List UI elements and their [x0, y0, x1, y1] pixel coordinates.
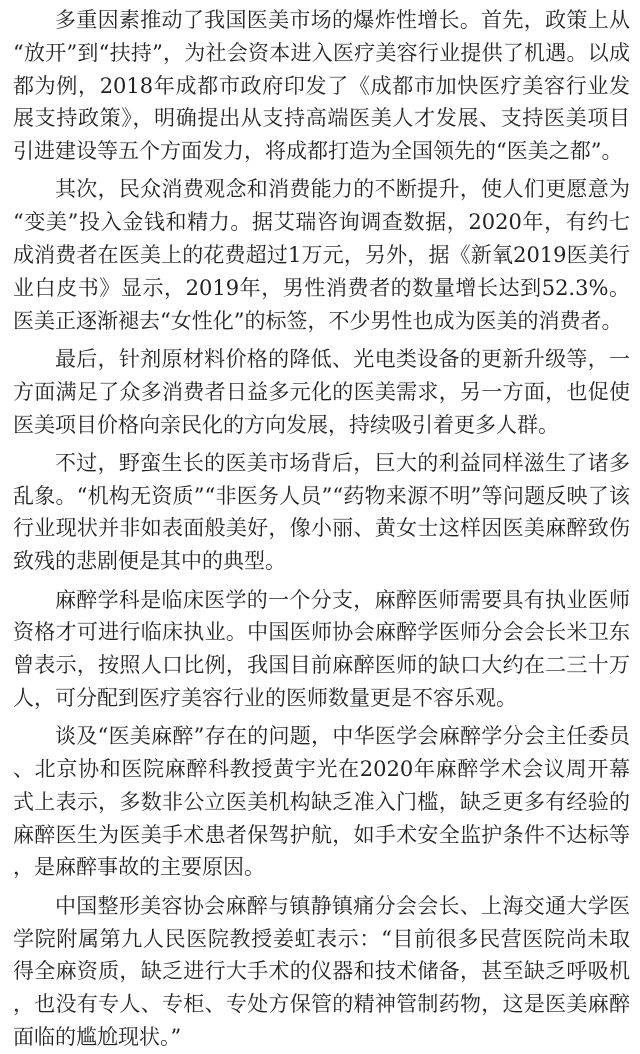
paragraph-anesthesia-problems: 谈及“医美麻醉”存在的问题，中华医学会麻醉学分会主任委员、北京协和医院麻醉科教授黄宇光在2020年麻醉学术会议周开幕式上表示，多数非公立医美机构缺乏准入门槛，缺乏更多有经验的麻醉医生为医美手术患者保驾护航，如手术安全监护条件不达标等，是麻醉事故的主要原因。 [13, 724, 630, 880]
paragraph-consumer-spending: 其次，民众消费观念和消费能力的不断提升，使人们更愿意为“变美”投入金钱和精力。据艾瑞咨询调查数据，2020年，有约七成消费者在医美上的花费超过1万元，另外，据《新氧2019医美行业白皮书》显示，2019年，男性消费者的数量增长达到52.3%。医美正逐渐褪去“女性化”的标签，不少男性也成为医美的消费者。 [13, 177, 630, 333]
paragraph-anesthesiologist-shortage: 麻醉学科是临床医学的一个分支，麻醉医师需要具有执业医师资格才可进行临床执业。中国医师协会麻醉学医师分会会长米卫东曾表示，按照人口比例，我国目前麻醉医师的缺口大约在二三十万人，可分配到医疗美容行业的医师数量更是不容乐观。 [13, 587, 630, 710]
paragraph-price-decline: 最后，针剂原材料价格的降低、光电类设备的更新升级等，一方面满足了众多消费者日益多元化的医美需求，另一方面，也促使医美项目价格向亲民化的方向发展，持续吸引着更多人群。 [13, 346, 630, 437]
paragraph-market-chaos: 不过，野蛮生长的医美市场背后，巨大的利益同样滋生了诸多乱象。“机构无资质”“非医务人员”“药物来源不明”等问题反映了该行业现状并非如表面般美好，像小丽、黄女士这样因医美麻醉致伤致残的悲剧便是其中的典型。 [13, 450, 630, 574]
paragraph-current-situation: 中国整形美容协会麻醉与镇静镇痛分会会长、上海交通大学医学院附属第九人民医院教授姜虹表示：“目前很多民营医院尚未取得全麻资质，缺乏进行大手术的仪器和技术储备，甚至缺乏呼吸机，也没有专人、专柜、专处方保管的精神管制药物，这是医美麻醉面临的尴尬现状。” [13, 893, 630, 1049]
paragraph-policy-drivers: 多重因素推动了我国医美市场的爆炸性增长。首先，政策上从“放开”到“扶持”，为社会资本进入医疗美容行业提供了机遇。以成都为例，2018年成都市政府印发了《成都市加快医疗美容行业发展支持政策》，明确提出从支持高端医美人才发展、支持医美项目引进建设等五个方面发力，将成都打造为全国领先的“医美之都”。 [13, 8, 630, 164]
